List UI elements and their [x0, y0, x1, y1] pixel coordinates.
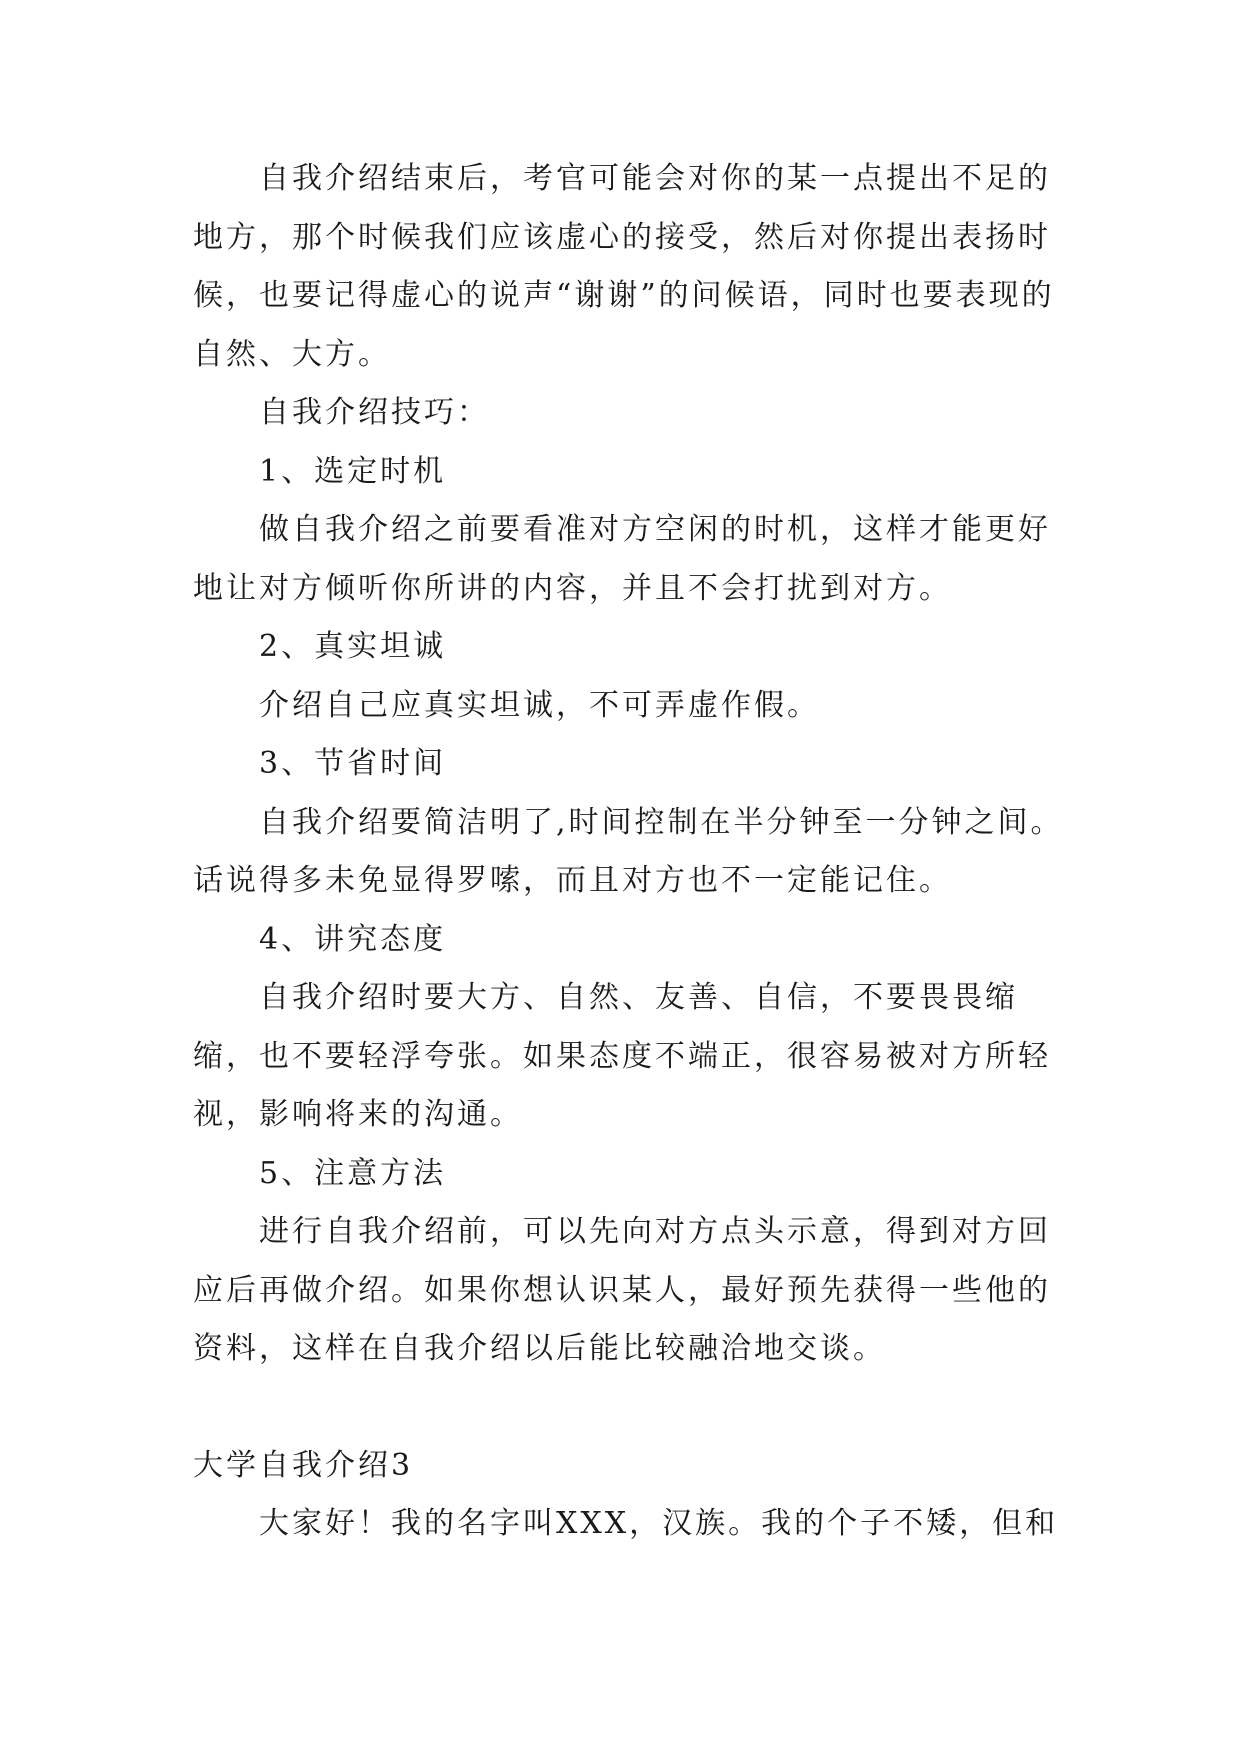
- tip-body-5: 进行自我介绍前，可以先向对方点头示意，得到对方回应后再做介绍。如果你想认识某人，最好预先获得一些他的资料，这样在自我介绍以后能比较融洽地交谈。: [193, 1214, 1051, 1366]
- tip-body-1: 做自我介绍之前要看准对方空闲的时机，这样才能更好地让对方倾听你所讲的内容，并且不会打扰到对方。: [193, 512, 1051, 606]
- paragraph-feedback: 自我介绍结束后，考官可能会对你的某一点提出不足的地方，那个时候我们应该虚心的接受，然后对你提出表扬时候，也要记得虚心的说声“谢谢”的问候语，同时也要表现的自然、大方。: [193, 161, 1055, 372]
- paragraph-tips-heading: 自我介绍技巧：: [259, 395, 490, 430]
- section-spacer: [193, 1379, 1073, 1437]
- tip-body-2: 介绍自己应真实坦诚，不可弄虚作假。: [259, 687, 820, 723]
- tip-body-3: 自我介绍要简洁明了,时间控制在半分钟至一分钟之间。话说得多未免显得罗嗦，而且对方也不一定能记住。: [193, 804, 1064, 898]
- tip-heading-3: 3、节省时间: [259, 746, 447, 781]
- section-title: 大学自我介绍3: [193, 1447, 414, 1483]
- section-paragraph-1: 大家好！我的名字叫XXX，汉族。我的个子不矮，但和: [259, 1506, 1059, 1541]
- tip-heading-4: 4、讲究态度: [259, 921, 447, 957]
- tip-heading-2: 2、真实坦诚: [259, 629, 447, 664]
- document-page: [193, 150, 1073, 1554]
- tip-heading-1: 1、选定时机: [259, 453, 447, 489]
- tip-heading-5: 5、注意方法: [259, 1155, 447, 1191]
- tip-body-4: 自我介绍时要大方、自然、友善、自信，不要畏畏缩缩，也不要轻浮夸张。如果态度不端正，很容易被对方所轻视，影响将来的沟通。: [193, 980, 1051, 1132]
